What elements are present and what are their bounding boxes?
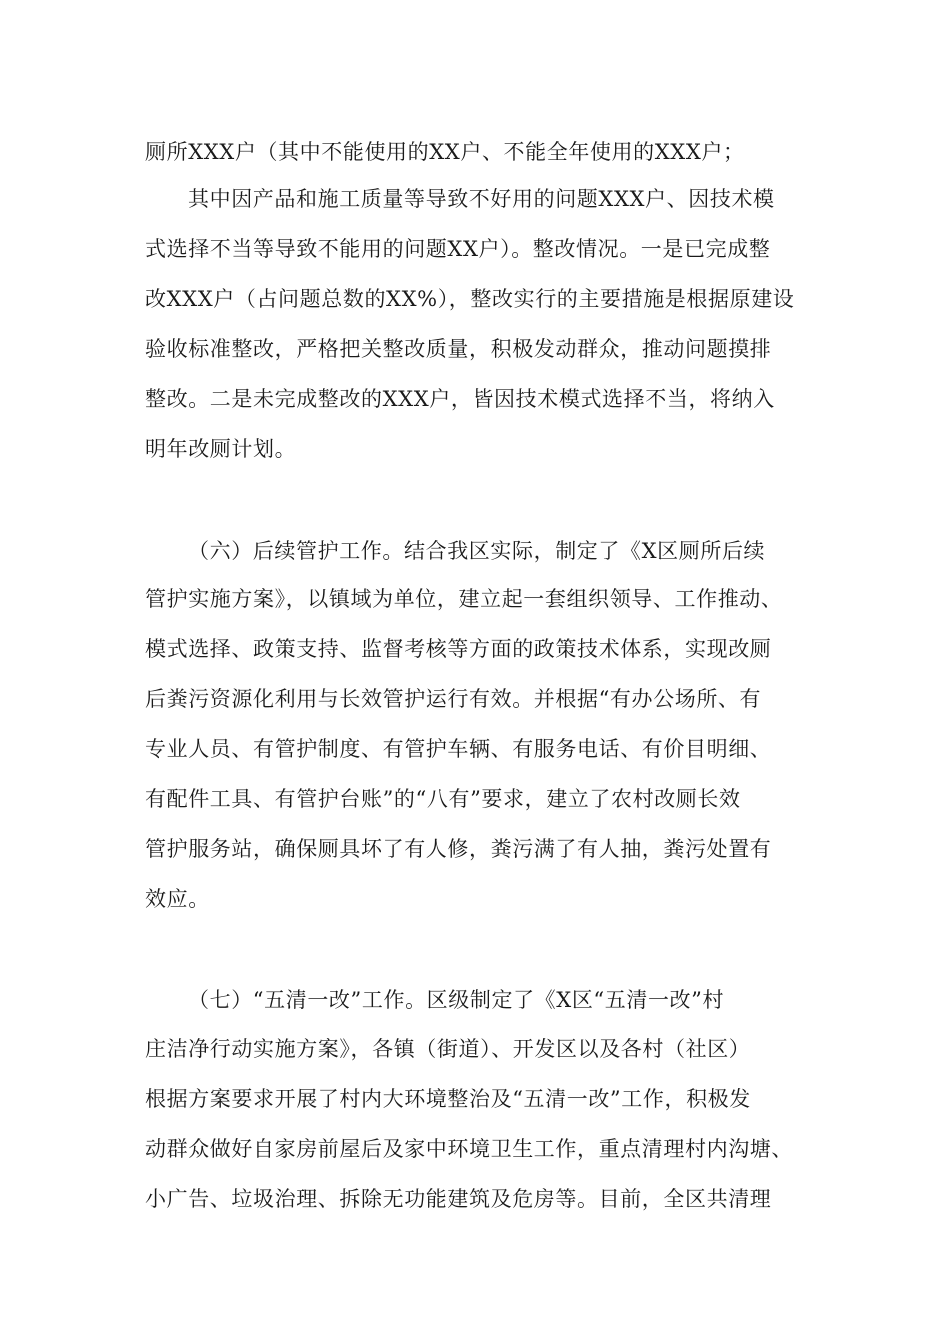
paragraph-line: （七）“五清一改”工作。区级制定了《X区“五清一改”村 [188,988,725,1012]
paragraph-line: 整改。二是未完成整改的XXX户，皆因技术模式选择不当，将纳入 [145,387,775,411]
paragraph-line: 模式选择、政策支持、监督考核等方面的政策技术体系，实现改厕 [145,637,772,661]
paragraph-line: 后粪污资源化利用与长效管护运行有效。并根据“有办公场所、有 [145,687,762,711]
paragraph-line: 庄洁净行动实施方案》，各镇（街道）、开发区以及各村（社区） [145,1037,751,1061]
paragraph-line: 验收标准整改，严格把关整改质量，积极发动群众，推动问题摸排 [145,337,772,361]
paragraph-line: 其中因产品和施工质量等导致不好用的问题XXX户、因技术模 [188,187,775,211]
paragraph-line: 管护实施方案》，以镇域为单位，建立起一套组织领导、工作推动、 [145,587,783,611]
paragraph-line: 有配件工具、有管护台账”的“八有”要求，建立了农村改厕长效 [145,787,741,811]
paragraph-line: 明年改厕计划。 [145,437,297,461]
paragraph-line: 动群众做好自家房前屋后及家中环境卫生工作，重点清理村内沟塘、 [145,1137,793,1161]
paragraph-line: 根据方案要求开展了村内大环境整治及“五清一改”工作，积极发 [145,1087,751,1111]
paragraph-line: （六）后续管护工作。结合我区实际，制定了《X区厕所后续 [188,539,766,563]
paragraph-line: 专业人员、有管护制度、有管护车辆、有服务电话、有价目明细、 [145,737,772,761]
paragraph-line: 效应。 [145,887,210,911]
paragraph-line: 管护服务站，确保厕具坏了有人修，粪污满了有人抽，粪污处置有 [145,837,772,861]
paragraph-line: 小广告、垃圾治理、拆除无功能建筑及危房等。目前，全区共清理 [145,1187,772,1211]
paragraph-line: 式选择不当等导致不能用的问题XX户）。整改情况。一是已完成整 [145,237,771,261]
paragraph-line: 改XXX户（占问题总数的XX%），整改实行的主要措施是根据原建设 [145,287,795,311]
paragraph-line: 厕所XXX户（其中不能使用的XX户、不能全年使用的XXX户； [145,140,745,164]
